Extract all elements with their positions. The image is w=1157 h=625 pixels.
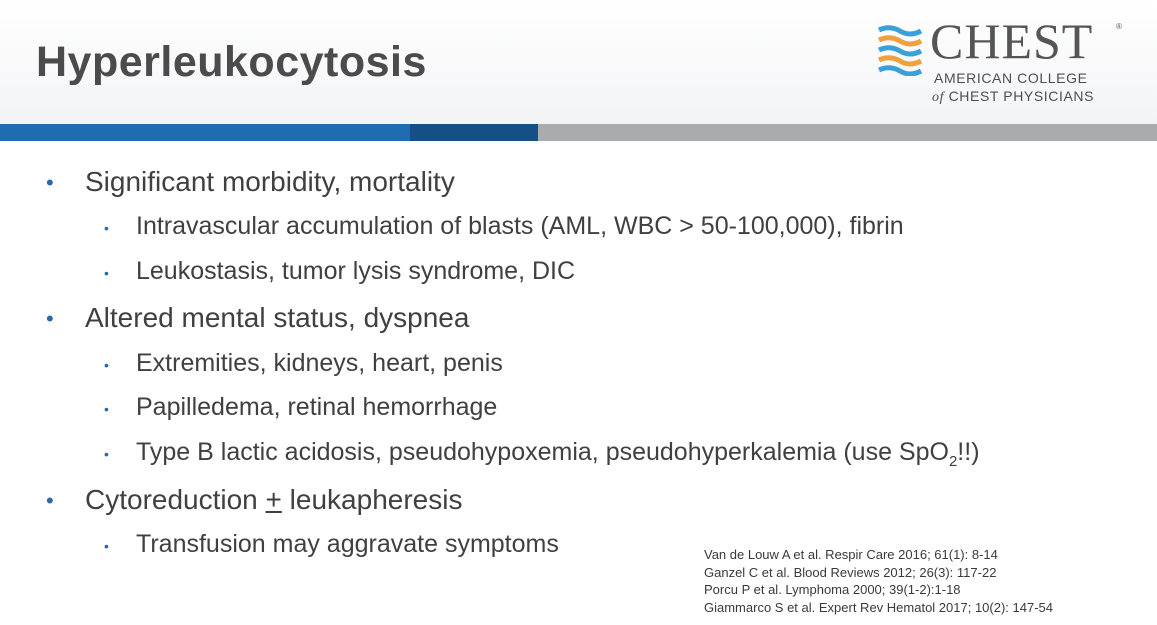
title-divider-bar: [0, 124, 1157, 141]
sub-bullet-dot: •: [104, 265, 109, 281]
bullet-dot: •: [46, 306, 54, 331]
reference-item: Ganzel C et al. Blood Reviews 2012; 26(3): 117-22: [704, 564, 997, 580]
bullet-3-sub-1: Transfusion may aggravate symptoms: [136, 530, 559, 558]
references: [704, 546, 1053, 616]
logo-tagline-2-rest: CHEST PHYSICIANS: [948, 88, 1095, 104]
sub-bullet-dot: •: [104, 220, 109, 236]
chest-emblem-icon: [876, 24, 924, 76]
slide-title: Hyperleukocytosis: [36, 38, 427, 86]
logo-tagline-2: [932, 88, 1094, 106]
reference-item: Giammarco S et al. Expert Rev Hematol 2017; 10(2): 147-54: [704, 599, 1053, 615]
sub-3-text-end: !!): [957, 438, 980, 466]
bullet-dot: •: [46, 170, 54, 195]
bullet-1: Significant morbidity, mortality: [85, 166, 455, 197]
plus-minus-symbol: +: [265, 484, 282, 515]
bullet-2-sub-1: Extremities, kidneys, heart, penis: [136, 349, 503, 377]
sub-bullet-dot: •: [104, 446, 109, 462]
sub-bullet-dot: •: [104, 538, 109, 554]
logo-of: of: [932, 90, 945, 105]
bullet-1-sub-1: Intravascular accumulation of blasts (AML, WBC > 50-100,000), fibrin: [136, 212, 904, 240]
chest-logo: [876, 13, 1126, 110]
bullet-2-sub-2: Papilledema, retinal hemorrhage: [136, 393, 498, 421]
subscript-2: 2: [948, 453, 958, 470]
sub-3-text: Type B lactic acidosis, pseudohypoxemia, pseudohyperkalemia (use SpO: [136, 438, 949, 466]
sub-bullet-dot: •: [104, 401, 109, 417]
bullet-1-sub-2: Leukostasis, tumor lysis syndrome, DIC: [136, 257, 576, 285]
reference-item: Porcu P et al. Lymphoma 2000; 39(1-2):1-18: [704, 582, 961, 597]
bullet-3-text-end: leukapheresis: [281, 484, 463, 515]
logo-wordmark: CHEST: [930, 13, 1094, 69]
divider-segment-navy: [410, 124, 538, 141]
bullet-3: [85, 484, 462, 516]
sub-bullet-dot: •: [104, 357, 109, 373]
divider-segment-gray: [538, 124, 1157, 141]
bullet-dot: •: [46, 488, 54, 513]
logo-tagline-1: AMERICAN COLLEGE: [934, 70, 1088, 86]
divider-segment-blue: [0, 124, 410, 141]
registered-mark: ®: [1116, 22, 1122, 31]
bullet-2: Altered mental status, dyspnea: [85, 302, 470, 333]
bullet-2-sub-3: [136, 438, 980, 470]
reference-item: Van de Louw A et al. Respir Care 2016; 61(1): 8-14: [704, 547, 998, 562]
bullet-3-text: Cytoreduction: [85, 484, 266, 515]
